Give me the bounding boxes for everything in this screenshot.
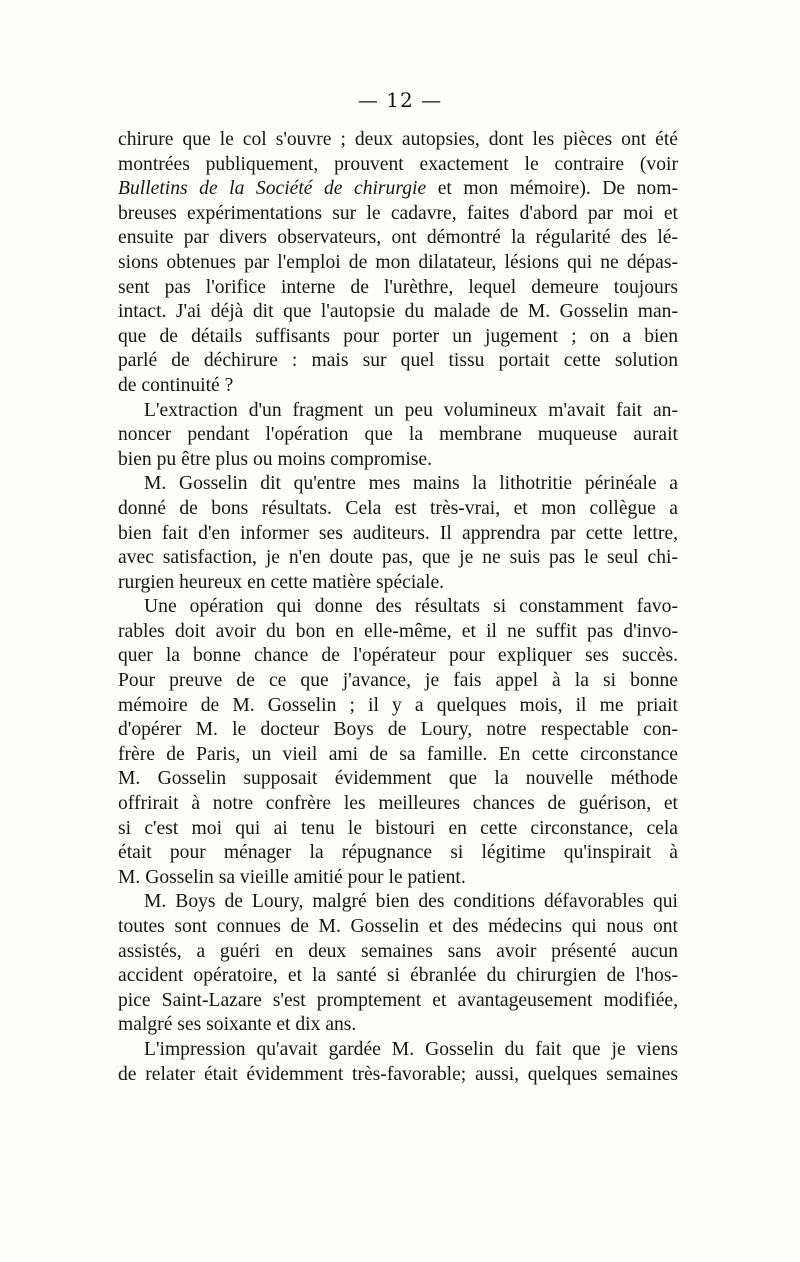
- text-line: rables doit avoir du bon en elle-même, et il ne suffit pas d'invo-: [118, 620, 678, 642]
- text-line: pice Saint-Lazare s'est promptement et avantageusement modifiée,: [118, 989, 678, 1011]
- body-text: [118, 128, 678, 1087]
- text-line: que de détails suffisants pour porter un jugement ; on a bien: [118, 325, 678, 347]
- text-line: M. Gosselin supposait évidemment que la nouvelle méthode: [118, 768, 678, 790]
- text-line: bien pu être plus ou moins compromise.: [118, 448, 432, 470]
- text-line: chirure que le col s'ouvre ; deux autopsies, dont les pièces ont été: [118, 129, 678, 150]
- paragraph: [118, 472, 678, 595]
- paragraph: [118, 399, 678, 473]
- text-line: ensuite par divers observateurs, ont démontré la régularité des lé-: [118, 227, 678, 249]
- text-line: donné de bons résultats. Cela est très-vrai, et mon collègue a: [118, 497, 678, 519]
- text-line: était pour ménager la répugnance si légitime qu'inspirait à: [118, 842, 678, 864]
- paragraph: [118, 128, 678, 399]
- text-line: avec satisfaction, je n'en doute pas, que je ne suis pas le seul chi-: [118, 547, 678, 569]
- text-line: parlé de déchirure : mais sur quel tissu portait cette solution: [118, 350, 678, 372]
- text-line: M. Boys de Loury, malgré bien des conditions défavorables qui: [144, 891, 678, 913]
- text-line: malgré ses soixante et dix ans.: [118, 1014, 357, 1036]
- text-line: noncer pendant l'opération que la membrane muqueuse aurait: [118, 424, 678, 446]
- text-line: montrées publiquement, prouvent exactement le contraire (voir: [118, 153, 678, 175]
- text-line: sions obtenues par l'emploi de mon dilatateur, lésions qui ne dépas-: [118, 251, 678, 273]
- text-line: M. Gosselin dit qu'entre mes mains la lithotritie périnéale a: [144, 473, 678, 495]
- text-line: Une opération qui donne des résultats si constamment favo-: [144, 596, 678, 618]
- text-line: frère de Paris, un vieil ami de sa famille. En cette circonstance: [118, 743, 678, 765]
- text-line: de continuité ?: [118, 374, 234, 396]
- text-line: L'impression qu'avait gardée M. Gosselin du fait que je viens: [144, 1038, 678, 1060]
- journal-title: Bulletins de la Société de chirurgie: [118, 178, 427, 200]
- paragraph: [118, 1038, 678, 1087]
- text-line: intact. J'ai déjà dit que l'autopsie du malade de M. Gosselin man-: [118, 301, 678, 323]
- text-line: L'extraction d'un fragment un peu volumineux m'avait fait an-: [144, 399, 678, 421]
- text-line: quer la bonne chance de l'opérateur pour expliquer ses succès.: [118, 645, 678, 667]
- text-line: offrirait à notre confrère les meilleures chances de guérison, et: [118, 793, 678, 815]
- text-line: de relater était évidemment très-favorable; aussi, quelques semaines: [118, 1063, 678, 1085]
- paragraph: [118, 595, 678, 890]
- text-line: accident opératoire, et la santé si ébranlée du chirurgien de l'hos-: [118, 965, 678, 987]
- text-line: breuses expérimentations sur le cadavre, faites d'abord par moi et: [118, 202, 678, 224]
- text-line: toutes sont connues de M. Gosselin et des médecins qui nous ont: [118, 916, 678, 937]
- text-line: bien fait d'en informer ses auditeurs. Il apprendra par cette lettre,: [118, 522, 678, 544]
- page-number: — 12 —: [357, 88, 443, 112]
- line-remainder: et mon mémoire). De nom-: [426, 178, 678, 200]
- text-line: sent pas l'orifice interne de l'urèthre, lequel demeure toujours: [118, 276, 678, 298]
- text-line: d'opérer M. le docteur Boys de Loury, notre respectable con-: [118, 719, 678, 741]
- text-line: assistés, a guéri en deux semaines sans avoir présenté aucun: [118, 940, 678, 962]
- text-line: Pour preuve de ce que j'avance, je fais appel à la si bonne: [118, 670, 678, 692]
- paragraph: [118, 890, 678, 1038]
- text-line: mémoire de M. Gosselin ; il y a quelques mois, il me priait: [118, 694, 678, 716]
- text-line: M. Gosselin sa vieille amitié pour le patient.: [118, 866, 466, 888]
- text-line: [118, 177, 678, 202]
- text-line: rurgien heureux en cette matière spéciale.: [118, 571, 445, 593]
- text-line: si c'est moi qui ai tenu le bistouri en cette circonstance, cela: [118, 817, 678, 839]
